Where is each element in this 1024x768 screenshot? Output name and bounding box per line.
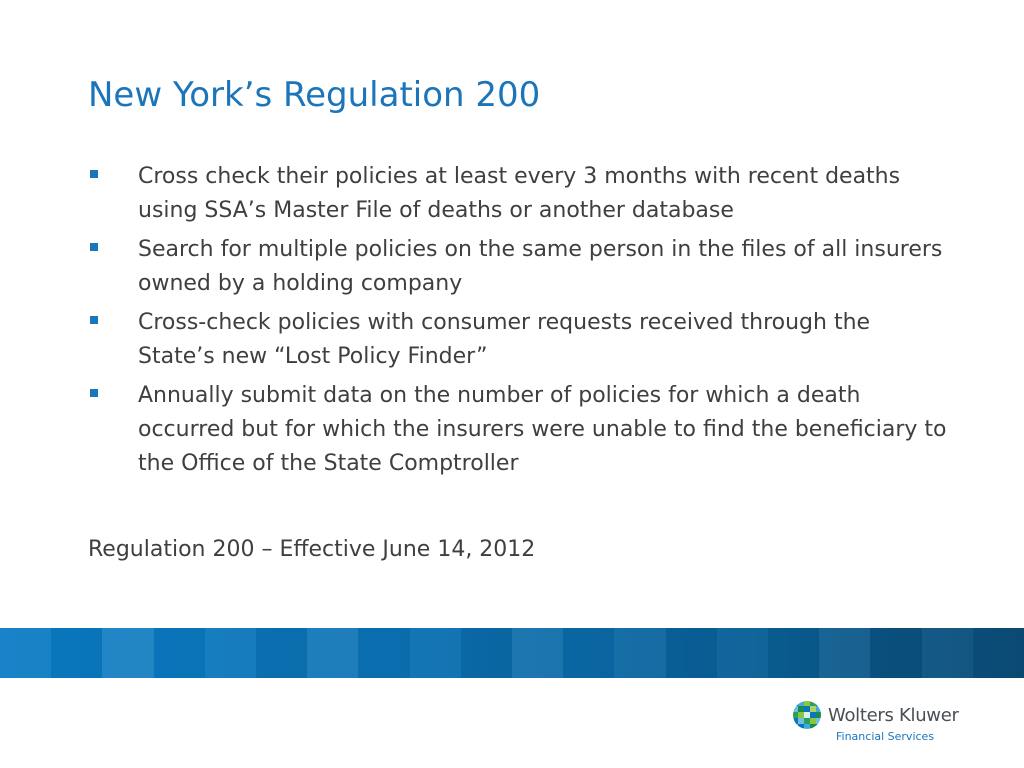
bullet-item <box>88 306 948 374</box>
square-bullet-icon <box>90 316 98 324</box>
logo-company-name: Wolters Kluwer <box>828 705 959 726</box>
effective-date-note: Regulation 200 – Effective June 14, 2012 <box>88 537 536 562</box>
company-logo <box>792 700 974 748</box>
bullet-item <box>88 233 948 301</box>
decorative-footer-band <box>0 628 1024 678</box>
square-bullet-icon <box>90 170 98 178</box>
bullet-text: Cross-check policies with consumer requests received through the State’s new “Lost Policy Finder” <box>138 310 871 369</box>
bullet-text: Cross check their policies at least every 3 months with recent deaths using SSA’s Master File of deaths or another database <box>138 164 901 223</box>
logo-division-name: Financial Services <box>836 730 935 743</box>
bullet-list <box>88 160 948 486</box>
bullet-text: Annually submit data on the number of policies for which a death occurred but for which the insurers were unable to find the beneficiary to the Office of the State Comptroller <box>138 383 947 476</box>
square-bullet-icon <box>90 389 98 397</box>
globe-mosaic-icon <box>792 700 822 730</box>
bullet-item <box>88 160 948 228</box>
bullet-item <box>88 379 948 481</box>
slide-title: New York’s Regulation 200 <box>88 75 541 115</box>
bullet-text: Search for multiple policies on the same person in the files of all insurers owned by a holding company <box>138 237 943 296</box>
square-bullet-icon <box>90 243 98 251</box>
